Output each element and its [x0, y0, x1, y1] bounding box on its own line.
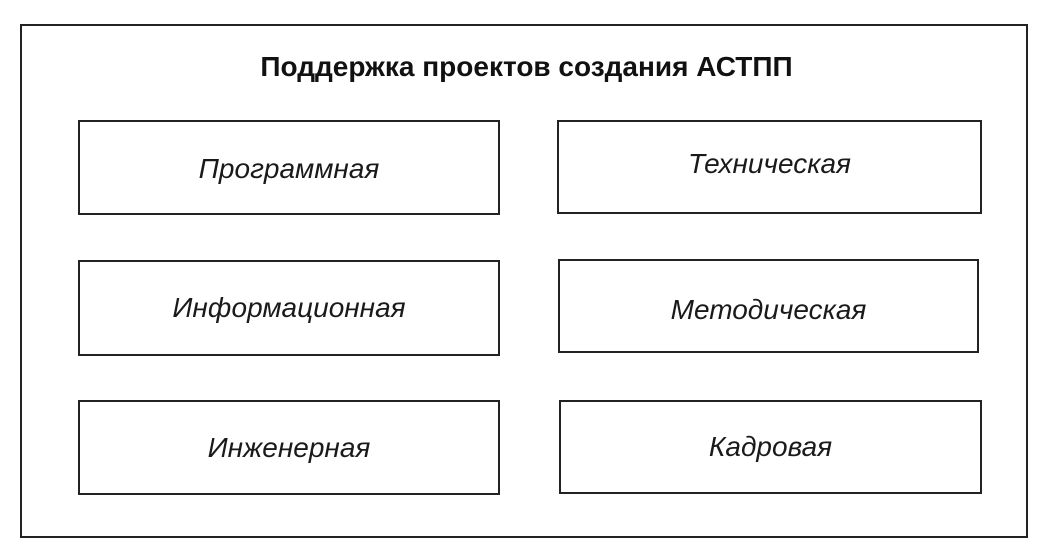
diagram-title: Поддержка проектов создания АСТПП	[260, 51, 793, 82]
box-informatsionnaya	[78, 260, 500, 356]
box-label: Техническая	[688, 148, 851, 179]
box-label: Кадровая	[708, 431, 833, 462]
box-label: Информационная	[172, 292, 406, 323]
box-metodicheskaya	[558, 259, 979, 353]
box-label: Инженерная	[207, 431, 371, 463]
box-inzhenernaya	[78, 400, 500, 495]
box-label: Программная	[198, 152, 380, 184]
box-kadrovaya	[559, 400, 982, 494]
box-tekhnicheskaya	[557, 120, 982, 214]
box-label: Методическая	[670, 294, 867, 325]
box-programmnaya	[78, 120, 500, 215]
